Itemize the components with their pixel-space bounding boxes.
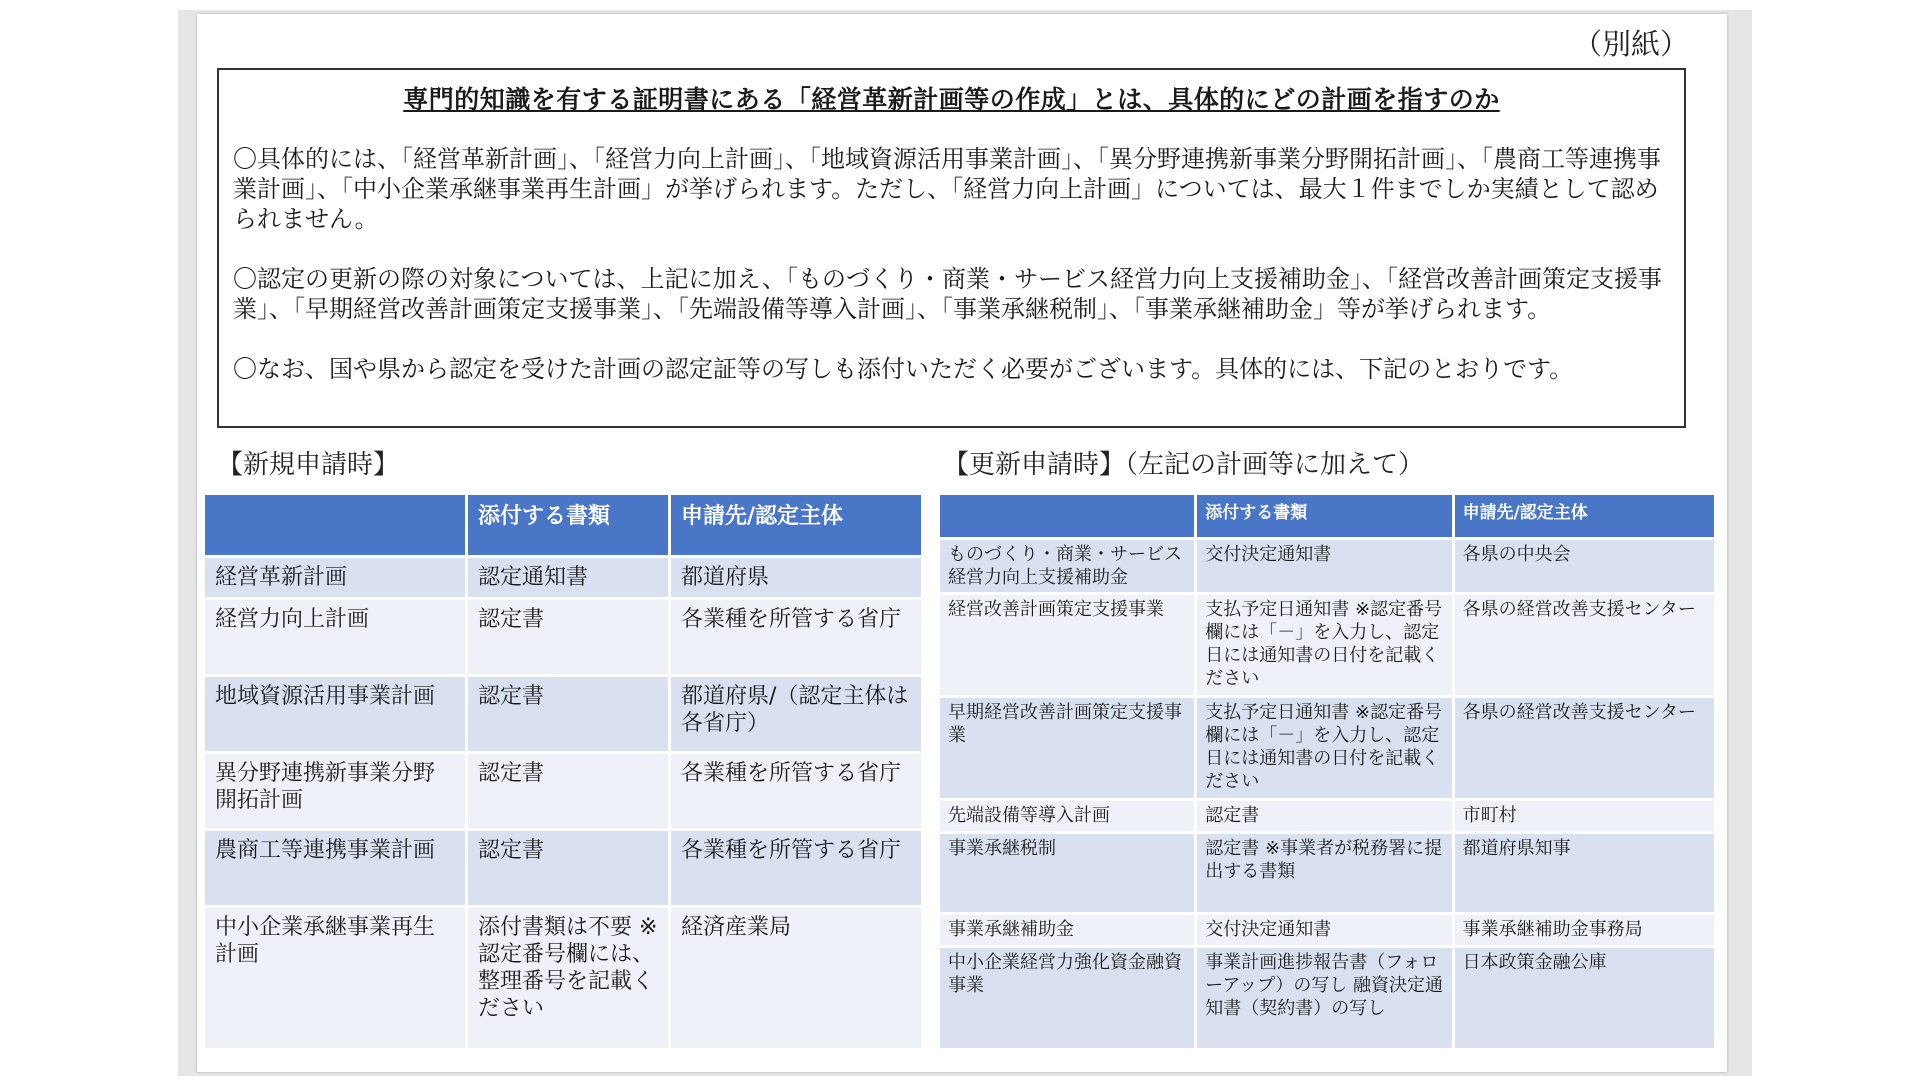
table-header-row xyxy=(940,495,1714,537)
new-application-heading: 【新規申請時】 xyxy=(217,450,400,480)
table-cell: 交付決定通知書 xyxy=(1197,540,1451,592)
table-row xyxy=(940,595,1714,695)
table-cell: 事業承継補助金 xyxy=(940,915,1194,945)
table-row xyxy=(940,915,1714,945)
table-cell: 認定書 xyxy=(468,754,668,828)
notice-paragraph: 〇なお、国や県から認定を受けた計画の認定証等の写しも添付いただく必要がございます。具体的には、下記のとおりです。 xyxy=(233,355,1574,383)
table-cell: 事業計画進捗報告書（フォローアップ）の写し 融資決定通知書（契約書）の写し xyxy=(1197,948,1451,1048)
table-row xyxy=(940,698,1714,798)
table-header-cell: 申請先/認定主体 xyxy=(671,495,921,555)
table-cell: 先端設備等導入計画 xyxy=(940,801,1194,831)
table-cell: 都道府県知事 xyxy=(1455,834,1714,912)
table-cell: 経営改善計画策定支援事業 xyxy=(940,595,1194,695)
table-cell: 都道府県 xyxy=(671,558,921,597)
table-row xyxy=(205,831,921,905)
table-row xyxy=(205,677,921,751)
table-row xyxy=(205,908,921,1048)
table-header-cell: 添付する書類 xyxy=(1197,495,1451,537)
table-cell: 経営革新計画 xyxy=(205,558,465,597)
table-cell: 各県の経営改善支援センター xyxy=(1455,595,1714,695)
table-row xyxy=(940,834,1714,912)
renewal-application-heading: 【更新申請時】（左記の計画等に加えて） xyxy=(943,450,1425,480)
notice-title: 専門的知識を有する証明書にある「経営革新計画等の作成」とは、具体的にどの計画を指すのか xyxy=(403,85,1500,114)
renewal-application-table xyxy=(937,492,1717,1051)
table-cell: 市町村 xyxy=(1455,801,1714,831)
table-cell: 事業承継補助金事務局 xyxy=(1455,915,1714,945)
table-cell: 支払予定日通知書 ※認定番号欄には「－」を入力し、認定日には通知書の日付を記載ください xyxy=(1197,595,1451,695)
table-row xyxy=(205,754,921,828)
notice-box xyxy=(217,68,1686,428)
table-cell: 中小企業経営力強化資金融資事業 xyxy=(940,948,1194,1048)
table-cell: 認定書 xyxy=(468,831,668,905)
notice-paragraph: 〇認定の更新の際の対象については、上記に加え、「ものづくり・商業・サービス経営力向上支援補助金」、「経営改善計画策定支援事業」、「早期経営改善計画策定支援事業」、「先端設備等導入計画」、「事業承継税制」、「事業承継補助金」等が挙げられます。 xyxy=(233,265,1662,323)
table-cell: 都道府県/（認定主体は各省庁） xyxy=(671,677,921,751)
table-cell: 事業承継税制 xyxy=(940,834,1194,912)
attachment-label: （別紙） xyxy=(1572,27,1689,61)
table-cell: 地域資源活用事業計画 xyxy=(205,677,465,751)
table-header-cell xyxy=(205,495,465,555)
table-row xyxy=(205,600,921,674)
table-row xyxy=(940,540,1714,592)
table-cell: 認定通知書 xyxy=(468,558,668,597)
table-cell: 中小企業承継事業再生計画 xyxy=(205,908,465,1048)
table-cell: 各業種を所管する省庁 xyxy=(671,754,921,828)
table-cell: ものづくり・商業・サービス経営力向上支援補助金 xyxy=(940,540,1194,592)
table-row xyxy=(205,558,921,597)
table-header-cell: 添付する書類 xyxy=(468,495,668,555)
table-cell: 各県の中央会 xyxy=(1455,540,1714,592)
table-row xyxy=(940,948,1714,1048)
table-cell: 早期経営改善計画策定支援事業 xyxy=(940,698,1194,798)
table-row xyxy=(940,801,1714,831)
table-cell: 異分野連携新事業分野開拓計画 xyxy=(205,754,465,828)
table-header-row xyxy=(205,495,921,555)
new-application-table xyxy=(202,492,924,1051)
table-cell: 認定書 xyxy=(468,600,668,674)
table-header-cell: 申請先/認定主体 xyxy=(1455,495,1714,537)
table-cell: 交付決定通知書 xyxy=(1197,915,1451,945)
table-cell: 添付書類は不要 ※認定番号欄には、整理番号を記載ください xyxy=(468,908,668,1048)
table-cell: 認定書 ※事業者が税務署に提出する書類 xyxy=(1197,834,1451,912)
table-cell: 経営力向上計画 xyxy=(205,600,465,674)
table-cell: 日本政策金融公庫 xyxy=(1455,948,1714,1048)
table-cell: 支払予定日通知書 ※認定番号欄には「－」を入力し、認定日には通知書の日付を記載ください xyxy=(1197,698,1451,798)
table-cell: 各業種を所管する省庁 xyxy=(671,600,921,674)
table-cell: 経済産業局 xyxy=(671,908,921,1048)
table-cell: 認定書 xyxy=(1197,801,1451,831)
table-cell: 認定書 xyxy=(468,677,668,751)
notice-paragraph: 〇具体的には、「経営革新計画」、「経営力向上計画」、「地域資源活用事業計画」、「異分野連携新事業分野開拓計画」、「農商工等連携事業計画」、「中小企業承継事業再生計画」が挙げられます。ただし、「経営力向上計画」については、最大１件までしか実績として認められません。 xyxy=(233,145,1661,233)
table-cell: 各県の経営改善支援センター xyxy=(1455,698,1714,798)
document-page xyxy=(197,14,1727,1072)
table-cell: 農商工等連携事業計画 xyxy=(205,831,465,905)
table-cell: 各業種を所管する省庁 xyxy=(671,831,921,905)
table-header-cell xyxy=(940,495,1194,537)
